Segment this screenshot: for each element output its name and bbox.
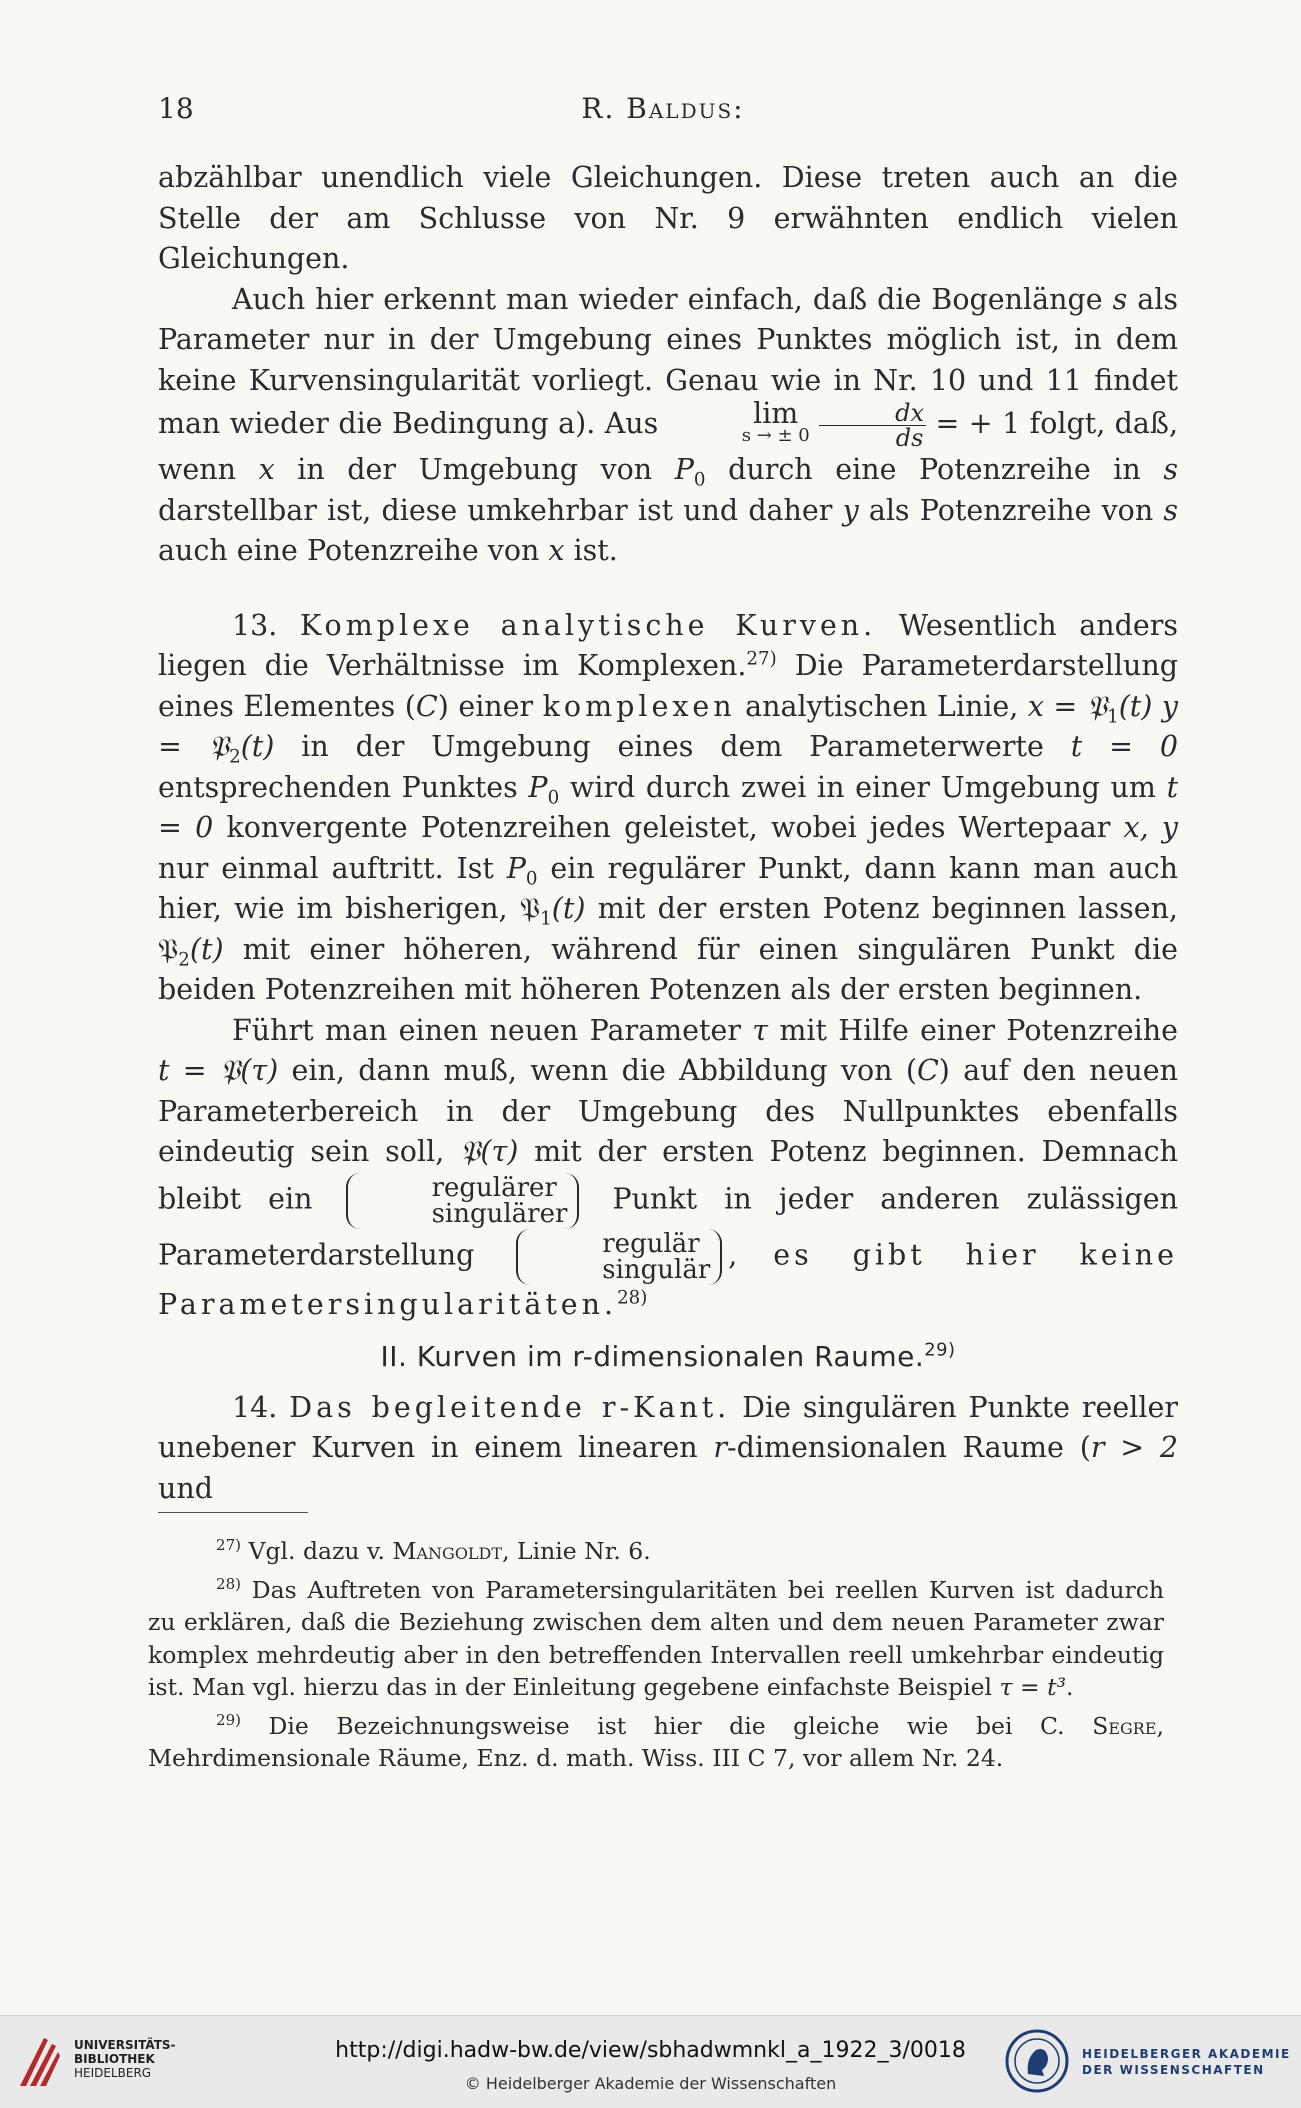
page-header xyxy=(158,92,1168,132)
footnote-ref-29[interactable]: 29) xyxy=(924,1339,956,1361)
brace-regulaer-singulaer: regulär singulär xyxy=(516,1229,722,1285)
paragraph-2: Auch hier erkennt man wieder einfach, daß die Bogenlänge s als Parameter nur in der Umgebung eines Punktes möglich ist, in dem keine Kurvensingularität vorliegt. Genau wie in Nr. 10 und 11 findet man wieder die Bedingung a). Aus lim s → ± 0 $\frac{dx}{ds}$ = + 1 folgt, daß, wenn x in der Umgebung von $P_0$ durch eine Potenzreihe in s darstellbar ist, diese umkehrbar ist und daher y als Potenzreihe von s auch eine Potenzreihe von x ist. xyxy=(158,282,1179,567)
brace-regulaerer-singulaerer: regulärer singulärer xyxy=(346,1173,580,1229)
page-number: 18 xyxy=(158,92,194,125)
paragraph-14: 14. Das begleitende r-Kant. Die singulären Punkte reeller unebener Kurven in einem linearen r-dimensionalen Raume (r > 2 und xyxy=(158,1390,1179,1505)
footnote-ref-28[interactable]: 28) xyxy=(617,1287,648,1308)
paragraph-1: abzählbar unendlich viele Gleichungen. Diese treten auch an die Stelle der am Schlusse von Nr. 9 erwähnten endlich vielen Gleichungen. xyxy=(158,161,1178,275)
academy-name: HEIDELBERGER AKADEMIE DER WISSENSCHAFTEN xyxy=(1082,2047,1291,2077)
academy-seal-icon[interactable] xyxy=(1004,2028,1070,2094)
limit-expression: lim s → ± 0 xyxy=(741,397,810,446)
footnote-29: $^{29)}$ Die Bezeichnungsweise ist hier die gleiche wie bei C. Segre, Mehrdimensionale Räume, Enz. d. math. Wiss. III C 7, vor allem Nr. 24. xyxy=(148,1710,1164,1772)
section-13-title: Komplexe analytische Kurven. xyxy=(300,608,877,642)
copyright-notice: © Heidelberger Akademie der Wissenschaften xyxy=(464,2074,837,2093)
library-name: UNIVERSITÄTS- BIBLIOTHEK HEIDELBERG xyxy=(74,2038,176,2080)
section-heading: II. Kurven im r-dimensionalen Raume.$^{29)}$ xyxy=(380,1339,956,1373)
fraction-dx-ds: $\frac{dx}{ds}$ xyxy=(819,401,926,450)
paragraph-parameter: Führt man einen neuen Parameter τ mit Hilfe einer Potenzreihe t = 𝔓(τ) ein, dann muß, wenn die Abbildung von (C) auf den neuen Parameterbereich in der Umgebung des Nullpunktes ebenfalls eindeutig sein soll, 𝔓(τ) mit der ersten Potenz beginnen. Demnach bleibt ein regulärer singulärer Punkt in jeder anderen zulässigen Parameterdarstellung regulär singulär , es gibt hier keine Parametersingularitäten.$^{28)}$ xyxy=(158,1013,1178,1321)
footnote-28: $^{28)}$ Das Auftreten von Parametersingularitäten bei reellen Kurven ist dadurch zu erklären, daß die Beziehung zwischen dem alten und dem neuen Parameter zwar komplex mehrdeutig aber in den betreffenden Intervallen reell umkehrbar eindeutig ist. Man vgl. hierzu das in der Einleitung gegebene einfachste Beispiel τ = t³. xyxy=(148,1574,1164,1701)
footnote-27: $^{27)}$ Vgl. dazu v. Mangoldt, Linie Nr. 6. xyxy=(216,1536,651,1565)
footnote-ref-27[interactable]: 27) xyxy=(746,648,777,670)
footnotes xyxy=(148,1535,1164,1781)
permalink-url[interactable]: http://digi.hadw-bw.de/view/sbhadwmnkl_a_1922_3/0018 xyxy=(335,2038,966,2063)
section-14-title: Das begleitende r-Kant. xyxy=(289,1390,731,1424)
viewer-footer xyxy=(0,2015,1301,2108)
footnote-rule xyxy=(158,1512,308,1513)
running-head: R. Baldus: xyxy=(581,92,745,125)
main-text xyxy=(158,158,1178,1509)
paragraph-13: 13. Komplexe analytische Kurven. Wesentlich anders liegen die Verhältnisse im Komplexen.$^{27)}$ Die Parameterdarstellung eines Elementes (C) einer komplexen analytischen Linie, x = 𝔓$_1$(t) y = 𝔓$_2$(t) in der Umgebung eines dem Parameterwerte t = 0 entsprechenden Punktes $P_0$ wird durch zwei in einer Umgebung um t = 0 konvergente Potenzreihen geleistet, wobei jedes Wertepaar x, y nur einmal auftritt. Ist $P_0$ ein regulärer Punkt, dann kann man auch hier, wie im bisherigen, 𝔓$_1$(t) mit der ersten Potenz beginnen lassen, 𝔓$_2$(t) mit einer höheren, während für einen singulären Punkt die beiden Potenzreihen mit höheren Potenzen als der ersten beginnen. xyxy=(158,608,1179,1006)
